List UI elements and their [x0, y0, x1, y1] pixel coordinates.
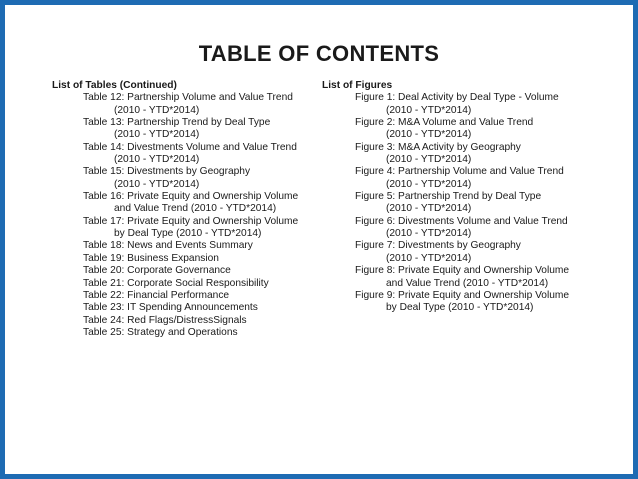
table-entry-title: Table 24: Red Flags/DistressSignals: [83, 314, 247, 326]
figures-list: [322, 92, 602, 314]
tables-column: [52, 80, 322, 339]
table-entry-title: Table 21: Corporate Social Responsibility: [83, 277, 269, 289]
figure-entry-title: Figure 3: M&A Activity by Geography: [355, 141, 521, 153]
tables-list: [52, 92, 322, 339]
table-entry: [52, 327, 322, 339]
page-title: TABLE OF CONTENTS: [198, 41, 440, 66]
table-entry: [52, 117, 322, 142]
figures-heading: List of Figures: [322, 80, 393, 91]
figure-entry-title: Figure 7: Divestments by Geography: [355, 240, 521, 252]
figure-entry: [322, 166, 602, 191]
figure-entry-title: Figure 9: Private Equity and Ownership Volume: [355, 289, 570, 301]
figure-entry: [322, 92, 602, 117]
table-entry-title: Table 25: Strategy and Operations: [83, 326, 238, 338]
figure-entry: [322, 265, 602, 290]
table-entry: [52, 240, 322, 252]
figure-entry: [322, 142, 602, 167]
table-entry: [52, 302, 322, 314]
table-entry-subtitle: (2010 - YTD*2014): [114, 129, 200, 141]
figure-entry: [322, 191, 602, 216]
table-entry-title: Table 13: Partnership Trend by Deal Type: [83, 117, 271, 129]
figure-entry: [322, 240, 602, 265]
table-entry-subtitle: (2010 - YTD*2014): [114, 154, 200, 166]
figure-entry-subtitle: (2010 - YTD*2014): [386, 203, 472, 215]
table-entry: [52, 290, 322, 302]
figure-entry-subtitle: by Deal Type (2010 - YTD*2014): [386, 302, 534, 314]
table-entry-title: Table 12: Partnership Volume and Value Trend: [83, 92, 293, 104]
figure-entry-title: Figure 8: Private Equity and Ownership Volume: [355, 265, 570, 277]
figure-entry-title: Figure 5: Partnership Trend by Deal Type: [355, 191, 542, 203]
table-entry-title: Table 17: Private Equity and Ownership Volume: [83, 215, 299, 227]
table-entry: [52, 166, 322, 191]
table-entry-title: Table 23: IT Spending Announcements: [83, 302, 258, 314]
table-entry-subtitle: by Deal Type (2010 - YTD*2014): [114, 228, 262, 240]
table-entry: [52, 278, 322, 290]
table-entry: [52, 92, 322, 117]
figure-entry-subtitle: (2010 - YTD*2014): [386, 154, 472, 166]
figure-entry-subtitle: (2010 - YTD*2014): [386, 252, 472, 264]
table-entry-subtitle: (2010 - YTD*2014): [114, 178, 200, 190]
figure-entry-title: Figure 2: M&A Volume and Value Trend: [355, 117, 534, 129]
table-entry-title: Table 14: Divestments Volume and Value Trend: [83, 141, 297, 153]
figure-entry-subtitle: (2010 - YTD*2014): [386, 129, 472, 141]
table-entry-title: Table 18: News and Events Summary: [83, 240, 253, 252]
table-entry: [52, 142, 322, 167]
table-entry: [52, 315, 322, 327]
figure-entry-title: Figure 6: Divestments Volume and Value Trend: [355, 215, 568, 227]
table-entry-title: Table 22: Financial Performance: [83, 289, 230, 301]
tables-heading: List of Tables (Continued): [52, 80, 177, 91]
figure-entry-subtitle: (2010 - YTD*2014): [386, 178, 472, 190]
figure-entry: [322, 117, 602, 142]
figure-entry-subtitle: and Value Trend (2010 - YTD*2014): [386, 277, 549, 289]
table-entry: [52, 253, 322, 265]
figure-entry-subtitle: (2010 - YTD*2014): [386, 104, 472, 116]
table-entry-subtitle: (2010 - YTD*2014): [114, 104, 200, 116]
table-entry: [52, 191, 322, 216]
table-entry-title: Table 15: Divestments by Geography: [83, 166, 251, 178]
figure-entry-title: Figure 1: Deal Activity by Deal Type - Volume: [355, 92, 559, 104]
table-entry-title: Table 19: Business Expansion: [83, 252, 219, 264]
table-entry-title: Table 20: Corporate Governance: [83, 265, 231, 277]
figure-entry: [322, 290, 602, 315]
table-entry-subtitle: and Value Trend (2010 - YTD*2014): [114, 203, 277, 215]
table-entry-title: Table 16: Private Equity and Ownership Volume: [83, 191, 299, 203]
table-entry: [52, 265, 322, 277]
figure-entry: [322, 216, 602, 241]
figure-entry-subtitle: (2010 - YTD*2014): [386, 228, 472, 240]
figures-column: [322, 80, 602, 315]
figure-entry-title: Figure 4: Partnership Volume and Value Trend: [355, 166, 564, 178]
table-entry: [52, 216, 322, 241]
